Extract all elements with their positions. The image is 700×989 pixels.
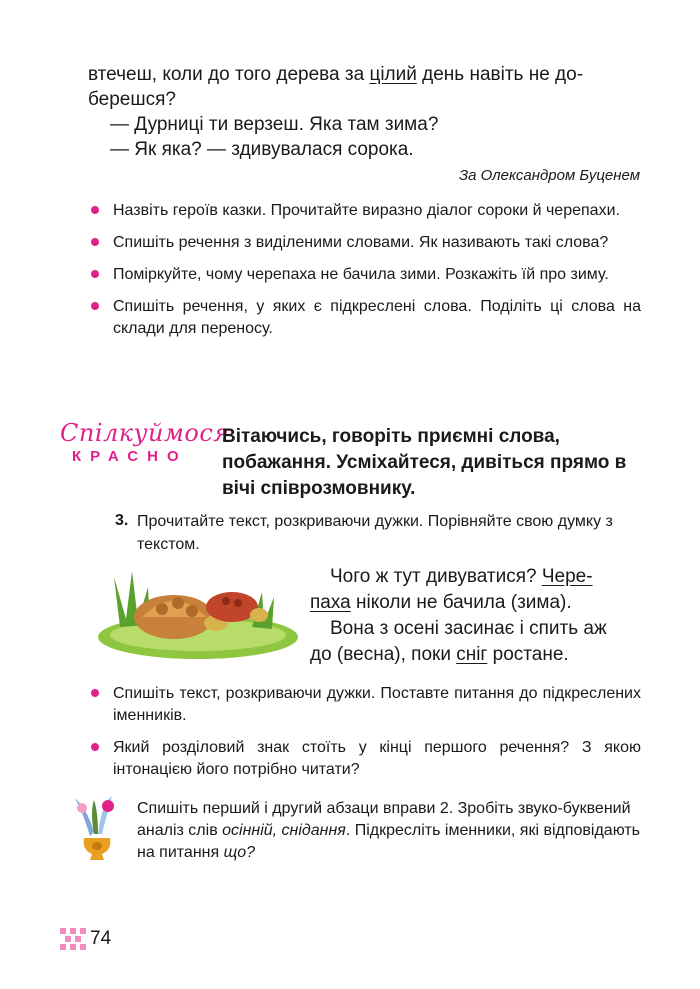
underlined-word: цілий xyxy=(369,64,417,85)
dialogue-line: — Дурниці ти верзеш. Яка там зима? xyxy=(110,114,439,135)
underlined-word: Чере- xyxy=(541,566,593,587)
flower-vase-icon xyxy=(68,794,126,864)
story-line xyxy=(88,62,643,87)
dialogue-line: — Як яка? — здивувалася сорока. xyxy=(110,139,414,160)
exercise-number: 3. xyxy=(115,512,129,529)
underlined-word: сніг xyxy=(456,644,488,665)
underlined-word: паха xyxy=(310,592,351,613)
homework-fragment: . Підкресліть іменники, які відповідають на питання xyxy=(137,822,640,861)
task-item: Спишіть текст, розкриваючи дужки. Поставте питання до підкреслених іменників. xyxy=(113,683,641,727)
speak-nicely-logo: Спілкуймося xyxy=(60,419,230,447)
poem-line xyxy=(310,590,645,616)
homework-fragment: Спишіть перший і другий абзаци вправи 2. Зробіть звуко-буквений аналіз слів xyxy=(137,800,631,839)
poem-fragment: до (весна), поки xyxy=(310,644,457,665)
exercise-instruction: Прочитайте текст, розкриваючи дужки. Порівняйте свою думку з текстом. xyxy=(137,513,613,553)
story-text xyxy=(88,62,643,162)
task-item: Який розділовий знак стоїть у кінці першого речення? З якою інтонацією його потрібно читати? xyxy=(113,737,641,781)
task-list xyxy=(113,683,641,791)
exercise-text xyxy=(310,564,645,668)
homework-text xyxy=(137,798,641,864)
turtle-illustration xyxy=(92,557,304,662)
task-item: Поміркуйте, чому черепаха не бачила зими. Розкажіть їй про зиму. xyxy=(113,264,641,286)
italic-words: осінній, снідання xyxy=(222,822,346,839)
poem-fragment: Чого ж тут дивуватися? xyxy=(330,566,542,587)
ornament-icon xyxy=(60,928,86,950)
page-number: 74 xyxy=(90,928,112,949)
task-list xyxy=(113,200,641,350)
polite-advice: Вітаючись, говоріть приємні слова, побажання. Усміхайтеся, дивіться прямо в вічі співрозмовнику. xyxy=(222,426,627,499)
poem-line: Вона з осені засинає і спить аж xyxy=(330,618,607,639)
task-item: Назвіть героїв казки. Прочитайте виразно діалог сороки й черепахи. xyxy=(113,200,641,222)
italic-question: що? xyxy=(223,844,256,861)
story-text-fragment: втечеш, коли до того дерева за xyxy=(88,64,370,85)
attribution: За Олександром Буценем xyxy=(458,167,640,184)
poem-line xyxy=(310,642,645,668)
task-item: Спишіть речення з виділеними словами. Як називають такі слова? xyxy=(113,232,641,254)
story-line: берешся? xyxy=(88,89,176,110)
poem-fragment: ніколи не бачила (зима). xyxy=(350,592,572,613)
story-text-fragment: день навіть не до- xyxy=(416,64,584,85)
poem-fragment: ростане. xyxy=(487,644,569,665)
poem-line xyxy=(310,564,645,590)
speak-nicely-logo-sub: КРАСНО xyxy=(72,448,188,465)
task-item: Спишіть речення, у яких є підкреслені слова. Поділіть ці слова на склади для переносу. xyxy=(113,296,641,340)
